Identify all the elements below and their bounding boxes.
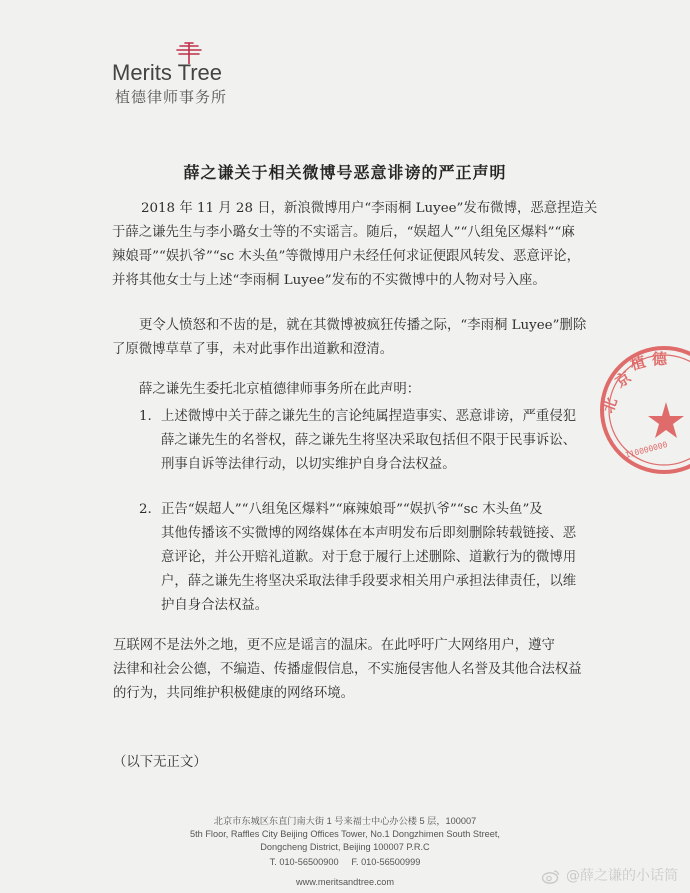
text-line: 更令人愤怒和不齿的是，就在其微博被疯狂传播之际，“李雨桐 Luyee”删除 [139,318,587,333]
logo-chinese-name: 植德律师事务所 [115,88,228,106]
text-line: 并将其他女士与上述“李雨桐 Luyee”发布的不实微博中的人物对号入座。 [112,273,546,288]
address-cn: 北京市东城区东直门南大街 1 号来福士中心办公楼 5 层，100007 [213,816,477,826]
svg-text:京: 京 [611,367,635,392]
contact-numbers [130,856,560,869]
letterhead-footer [130,815,560,889]
text-line: 了原微博草草了事，未对此事作出道歉和澄清。 [112,342,394,357]
item-text [161,498,616,618]
paragraph-incident [112,197,614,293]
item-text [161,405,616,477]
text-line: 2018 年 11 月 28 日，新浪微博用户“李雨桐 Luyee”发布微博，恶意捏造关 [141,201,598,216]
text-line: 于薛之谦先生与李小璐女士等的不实谣言。随后，“娱超人”“八组兔区爆料”“麻 [112,225,575,240]
svg-text:德: 德 [652,350,668,368]
text-line: 户，薛之谦先生将坚决采取法律手段要求相关用户承担法律责任，以维 [161,574,577,589]
item-number: 2. [139,502,152,517]
closing-note: （以下无正文） [113,755,207,770]
merits-tree-logo [112,40,242,110]
paragraph-deletion [112,314,614,362]
text-line: 其他传播该不实微博的网络媒体在本声明发布后即刻删除转载链接、恶 [161,526,577,541]
weibo-watermark [542,865,678,885]
watermark-text: @薛之谦的小话筒 [566,868,678,884]
text-line: 的行为，共同维护积极健康的网络环境。 [113,686,355,701]
address-en-line1: 5th Floor, Raffles City Beijing Offices Tower, No.1 Dongzhimen South Street, [190,829,500,839]
list-item [139,498,614,624]
paragraph-entrustment [139,378,614,402]
svg-text:北: 北 [598,395,621,416]
paragraph-appeal [113,634,616,706]
text-line: 护自身合法权益。 [161,598,269,613]
address-en-line2: Dongcheng District, Beijing 100007 P.R.C [260,842,430,852]
text-line: 正告“娱超人”“八组兔区爆料”“麻辣娘哥”“娱扒爷”“sc 木头鱼”及 [161,502,543,517]
item-number: 1. [139,409,152,424]
text-line: 刑事自诉等法律行动，以切实维护自身合法权益。 [161,457,456,472]
text-line: 互联网不是法外之地，更不应是谣言的温床。在此呼吁广大网络用户，遵守 [113,638,555,653]
seal-stamp [598,340,690,480]
fax-number: F. 010-56500999 [351,857,421,867]
text-line: 薛之谦先生委托北京植德律师事务所在此声明： [139,382,421,397]
svg-text:植: 植 [628,352,648,374]
text-line: 上述微博中关于薛之谦先生的言论纯属捏造事实、恶意诽谤，严重侵犯 [161,409,577,424]
weibo-icon [542,869,560,884]
phone-number: T. 010-56500900 [269,857,339,867]
text-line: 意评论，并公开赔礼道歉。对于怠于履行上述删除、道歉行为的微博用 [161,550,577,565]
statement-title: 薛之谦关于相关微博号恶意诽谤的严正声明 [183,163,507,182]
text-line: 法律和社会公德，不编造、传播虚假信息，不实施侵害他人名誉及其他合法权益 [113,662,582,677]
website: www.meritsandtree.com [295,877,395,887]
logo-wordmark: Merits Tree [112,60,223,85]
list-item [139,405,614,477]
text-line: 辣娘哥”“娱扒爷”“sc 木头鱼”等微博用户未经任何求证便跟风转发、恶意评论， [112,249,580,264]
text-line: 薛之谦先生的名誉权，薛之谦先生将坚决采取包括但不限于民事诉讼、 [161,433,577,448]
svg-text:110000000: 110000000 [624,440,669,460]
